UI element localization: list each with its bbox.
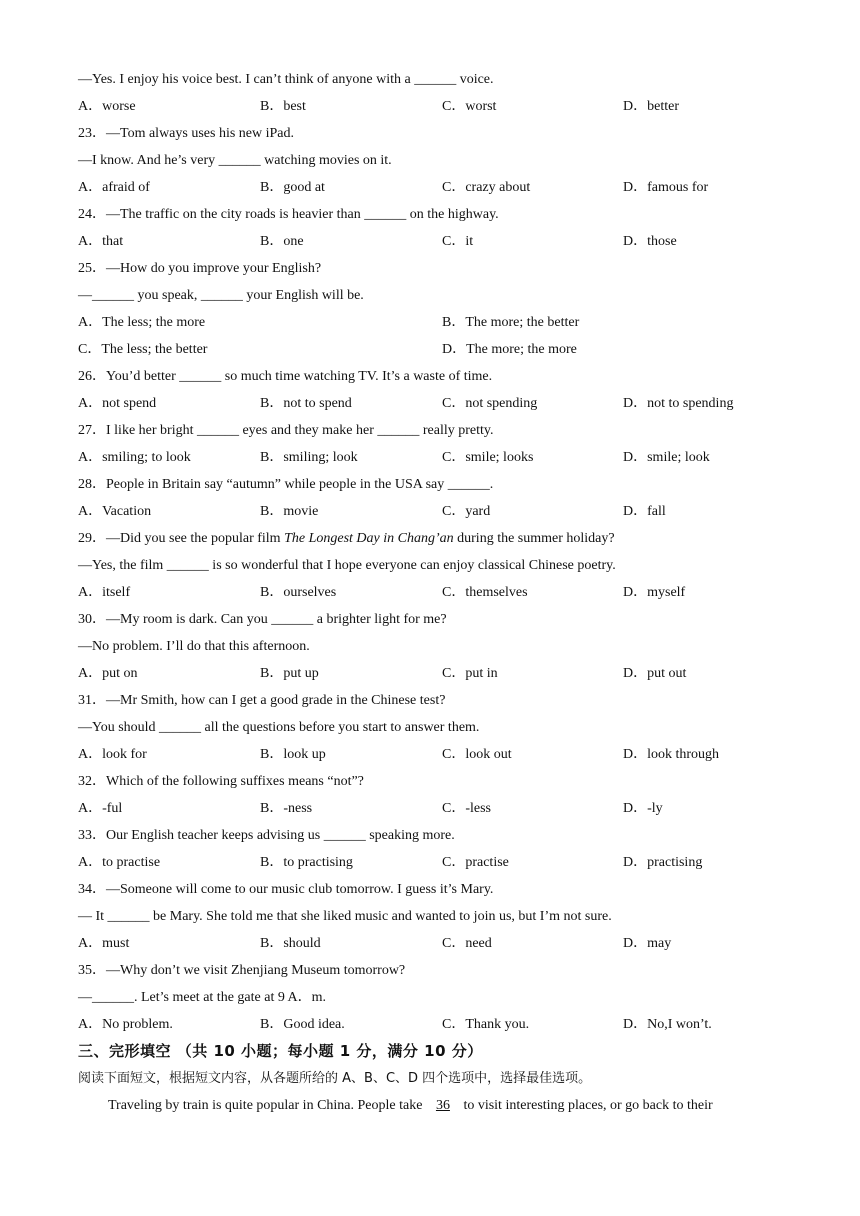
- q23-options: [78, 174, 788, 201]
- q22-answer-line: —Yes. I enjoy his voice best. I can’t think of anyone with a ______ voice.: [78, 72, 494, 87]
- q26-options: [78, 390, 788, 417]
- q23-answer-line: —I know. And he’s very ______ watching movies on it.: [78, 153, 392, 168]
- option-a: A．worse: [78, 99, 136, 114]
- q31-question: 31．—Mr Smith, how can I get a good grade in the Chinese test?: [78, 693, 446, 708]
- q30-answer-line: —No problem. I’ll do that this afternoon.: [78, 639, 310, 654]
- option-c: C．smile; looks: [442, 450, 534, 465]
- para-start: Traveling by train is quite popular in China. People take: [108, 1098, 426, 1113]
- option-a: A．look for: [78, 747, 147, 762]
- q34-options: [78, 930, 788, 957]
- q29-prefix: 29．—Did you see the popular film: [78, 531, 285, 546]
- exam-page: [78, 66, 788, 1119]
- option-a: A．must: [78, 936, 130, 951]
- option-c: C．it: [442, 234, 474, 249]
- q25-options-row2: [78, 336, 788, 363]
- q33-options: [78, 849, 788, 876]
- option-c: C．look out: [442, 747, 512, 762]
- option-c: C．practise: [442, 855, 509, 870]
- option-d: D．put out: [623, 666, 687, 681]
- option-b: B．to practising: [260, 855, 353, 870]
- option-d: D．practising: [623, 855, 703, 870]
- q24-question: 24．—The traffic on the city roads is heavier than ______ on the highway.: [78, 207, 499, 222]
- option-c: C．put in: [442, 666, 498, 681]
- option-d: D．famous for: [623, 180, 709, 195]
- q28-options: [78, 498, 788, 525]
- q31-answer-line: —You should ______ all the questions before you start to answer them.: [78, 720, 480, 735]
- q27-question: 27．I like her bright ______ eyes and they make her ______ really pretty.: [78, 423, 494, 438]
- para-end: to visit interesting places, or go back to their: [459, 1098, 713, 1113]
- option-c: C．yard: [442, 504, 491, 519]
- option-c: C．themselves: [442, 585, 528, 600]
- option-b: B．put up: [260, 666, 319, 681]
- option-a: A．No problem.: [78, 1017, 173, 1032]
- cloze-paragraph: [78, 1092, 788, 1119]
- option-c: C．crazy about: [442, 180, 531, 195]
- q28-question: 28．People in Britain say “autumn” while people in the USA say ______.: [78, 477, 494, 492]
- q29-answer-line: —Yes, the film ______ is so wonderful that I hope everyone can enjoy classical Chinese poetry.: [78, 558, 616, 573]
- option-b: B．one: [260, 234, 304, 249]
- option-b: B．good at: [260, 180, 325, 195]
- q24-options: [78, 228, 788, 255]
- q22-options: [78, 93, 788, 120]
- q29-question: [78, 525, 788, 552]
- option-a: A．not spend: [78, 396, 157, 411]
- q30-question: 30．—My room is dark. Can you ______ a brighter light for me?: [78, 612, 447, 627]
- option-d: D．smile; look: [623, 450, 710, 465]
- option-d: D．myself: [623, 585, 686, 600]
- option-b: B．-ness: [260, 801, 313, 816]
- option-b: B．not to spend: [260, 396, 352, 411]
- option-d: D．not to spending: [623, 396, 734, 411]
- option-a: A．put on: [78, 666, 138, 681]
- option-d: D．look through: [623, 747, 720, 762]
- option-b: B．smiling; look: [260, 450, 358, 465]
- q33-question: 33．Our English teacher keeps advising us ______ speaking more.: [78, 828, 455, 843]
- option-b: B．ourselves: [260, 585, 337, 600]
- option-c: C．need: [442, 936, 492, 951]
- q27-options: [78, 444, 788, 471]
- option-a: A．smiling; to look: [78, 450, 191, 465]
- q34-question: 34．—Someone will come to our music club tomorrow. I guess it’s Mary.: [78, 882, 494, 897]
- option-a: A．Vacation: [78, 504, 152, 519]
- option-d: D．-ly: [623, 801, 663, 816]
- option-d: D．better: [623, 99, 679, 114]
- q25-answer-line: —______ you speak, ______ your English will be.: [78, 288, 364, 303]
- blank-36: 36: [435, 1098, 450, 1113]
- option-c: C．Thank you.: [442, 1017, 530, 1032]
- option-c: C．worst: [442, 99, 497, 114]
- q23-question: 23．—Tom always uses his new iPad.: [78, 126, 295, 141]
- q29-options: [78, 579, 788, 606]
- option-d: D．The more; the more: [442, 342, 577, 357]
- option-b: B．Good idea.: [260, 1017, 345, 1032]
- q29-suffix: during the summer holiday?: [453, 531, 615, 546]
- q32-options: [78, 795, 788, 822]
- option-b: B．The more; the better: [442, 315, 580, 330]
- q31-options: [78, 741, 788, 768]
- option-a: A．afraid of: [78, 180, 150, 195]
- option-b: B．should: [260, 936, 321, 951]
- option-a: A．-ful: [78, 801, 123, 816]
- option-b: B．best: [260, 99, 306, 114]
- q26-question: 26．You’d better ______ so much time watching TV. It’s a waste of time.: [78, 369, 493, 384]
- option-c: C．The less; the better: [78, 342, 208, 357]
- option-d: D．No,I won’t.: [623, 1017, 712, 1032]
- section-heading: 三、完形填空 （共 10 小题；每小题 1 分，满分 10 分）: [78, 1042, 483, 1060]
- option-a: A．itself: [78, 585, 131, 600]
- option-a: A．to practise: [78, 855, 161, 870]
- option-b: B．look up: [260, 747, 326, 762]
- option-a: A．that: [78, 234, 124, 249]
- q30-options: [78, 660, 788, 687]
- option-d: D．those: [623, 234, 677, 249]
- option-b: B．movie: [260, 504, 319, 519]
- option-d: D．fall: [623, 504, 666, 519]
- q25-options-row1: [78, 309, 788, 336]
- q32-question: 32．Which of the following suffixes means “not”?: [78, 774, 364, 789]
- option-c: C．not spending: [442, 396, 538, 411]
- option-c: C．-less: [442, 801, 491, 816]
- q35-answer-line: —______. Let’s meet at the gate at 9 A．m.: [78, 990, 327, 1005]
- q25-question: 25．—How do you improve your English?: [78, 261, 322, 276]
- q34-answer-line: — It ______ be Mary. She told me that she liked music and wanted to join us, but I’m not sure.: [78, 909, 612, 924]
- option-a: A．The less; the more: [78, 315, 206, 330]
- q29-film-title: The Longest Day in Chang’an: [284, 531, 454, 546]
- q35-options: [78, 1011, 788, 1038]
- section-instruction: 阅读下面短文，根据短文内容，从各题所给的 A、B、C、D 四个选项中，选择最佳选项。: [78, 1071, 592, 1086]
- q35-question: 35．—Why don’t we visit Zhenjiang Museum tomorrow?: [78, 963, 406, 978]
- option-d: D．may: [623, 936, 672, 951]
